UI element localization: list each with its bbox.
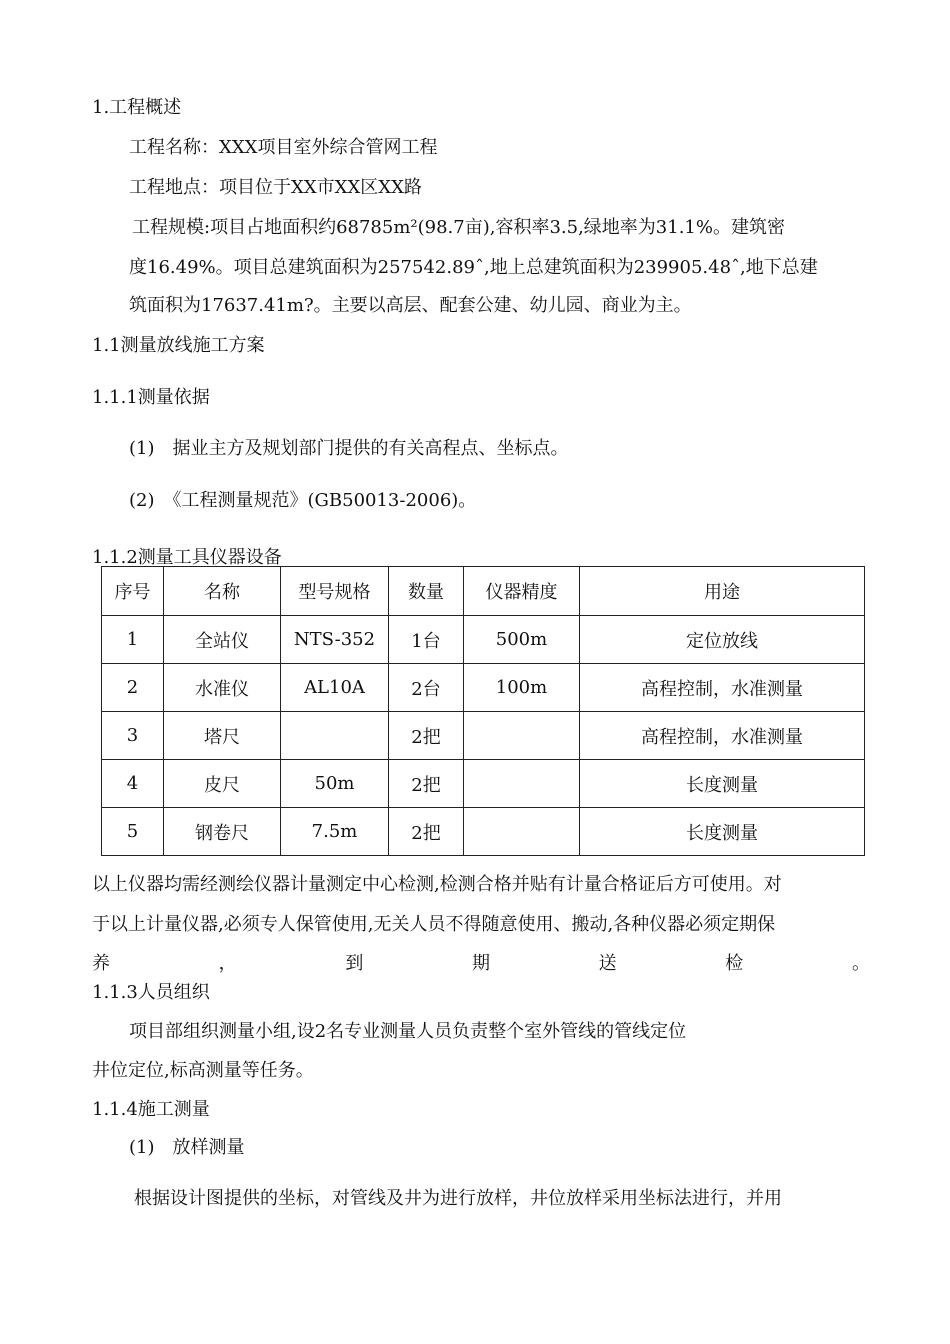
- basis-item-2: (2) 《工程测量规范》(GB50013-2006)。: [129, 490, 477, 511]
- table-header-row: [102, 567, 865, 616]
- org-line-1: 项目部组织测量小组,设2名专业测量人员负责整个室外管线的管线定位: [129, 1021, 687, 1042]
- instrument-note-line-2: 于以上计量仪器,必须专人保管使用,无关人员不得随意使用、搬动,各种仪器必须定期保: [92, 914, 776, 935]
- table-header-cell: 型号规格: [281, 567, 389, 616]
- note-char: 送: [598, 953, 617, 974]
- heading-1-1-4: 1.1.4施工测量: [92, 1099, 210, 1120]
- table-row: [102, 664, 865, 712]
- table-cell: 长度测量: [580, 808, 865, 856]
- table-cell: 2台: [389, 664, 464, 712]
- basis-item-1: (1) 据业主方及规划部门提供的有关高程点、坐标点。: [129, 438, 569, 459]
- table-cell: 4: [102, 760, 164, 808]
- table-cell: AL10A: [281, 664, 389, 712]
- table-cell: 7.5m: [281, 808, 389, 856]
- table-cell: 皮尺: [164, 760, 281, 808]
- table-cell: 2把: [389, 760, 464, 808]
- instrument-note-line-3: [92, 952, 870, 976]
- table-cell: 1台: [389, 616, 464, 664]
- heading-1-1-2: 1.1.2测量工具仪器设备: [92, 547, 282, 568]
- table-cell: [464, 712, 580, 760]
- table-cell: [464, 760, 580, 808]
- table-cell: [464, 808, 580, 856]
- stakeout-text: 根据设计图提供的坐标，对管线及井为进行放样，井位放样采用坐标法进行，并用: [134, 1188, 782, 1209]
- heading-1-1: 1.1测量放线施工方案: [92, 335, 265, 356]
- table-cell: 1: [102, 616, 164, 664]
- table-cell: 钢卷尺: [164, 808, 281, 856]
- table-cell: 2把: [389, 712, 464, 760]
- table-cell: 高程控制，水准测量: [580, 712, 865, 760]
- table-cell: 长度测量: [580, 760, 865, 808]
- project-scale-line-1: 工程规模:项目占地面积约68785m²(98.7亩),容积率3.5,绿地率为31.1%。建筑密: [132, 217, 785, 238]
- heading-1-1-1: 1.1.1测量依据: [92, 387, 210, 408]
- table-cell: 高程控制，水准测量: [580, 664, 865, 712]
- heading-1: 1.工程概述: [92, 97, 182, 118]
- table-cell: 3: [102, 712, 164, 760]
- table-row: [102, 760, 865, 808]
- table-row: [102, 808, 865, 856]
- project-scale-line-3: 筑面积为17637.41m?。主要以高层、配套公建、幼儿园、商业为主。: [129, 295, 692, 316]
- org-line-2: 井位定位,标高测量等任务。: [92, 1060, 314, 1081]
- note-char: 养: [92, 953, 110, 974]
- table-cell: 500m: [464, 616, 580, 664]
- project-name: 工程名称：XXX项目室外综合管网工程: [129, 137, 438, 158]
- project-location: 工程地点：项目位于XX市XX区XX路: [129, 177, 422, 198]
- table-cell: 5: [102, 808, 164, 856]
- table-row: [102, 616, 865, 664]
- table-row: [102, 712, 865, 760]
- table-cell: 全站仪: [164, 616, 281, 664]
- table-header-cell: 名称: [164, 567, 281, 616]
- note-char: 。: [851, 953, 870, 974]
- heading-1-1-3: 1.1.3人员组织: [92, 982, 210, 1003]
- equipment-table: [101, 566, 865, 856]
- note-char: 检: [725, 953, 744, 974]
- table-cell: [281, 712, 389, 760]
- table-cell: 定位放线: [580, 616, 865, 664]
- table-cell: 50m: [281, 760, 389, 808]
- stakeout-title: (1) 放样测量: [129, 1137, 245, 1158]
- table-cell: 100m: [464, 664, 580, 712]
- instrument-note-line-1: 以上仪器均需经测绘仪器计量测定中心检测,检测合格并贴有计量合格证后方可使用。对: [92, 874, 782, 895]
- table-header-cell: 序号: [102, 567, 164, 616]
- table-cell: 塔尺: [164, 712, 281, 760]
- note-char: ，: [218, 953, 237, 974]
- table-header-cell: 用途: [580, 567, 865, 616]
- note-char: 到: [345, 953, 364, 974]
- note-char: 期: [471, 953, 490, 974]
- table-cell: 2把: [389, 808, 464, 856]
- table-cell: 2: [102, 664, 164, 712]
- table-header-cell: 数量: [389, 567, 464, 616]
- table-cell: 水准仪: [164, 664, 281, 712]
- project-scale-line-2: 度16.49%。项目总建筑面积为257542.89ˆ,地上总建筑面积为239905.48ˆ,地下总建: [129, 257, 818, 278]
- table-header-cell: 仪器精度: [464, 567, 580, 616]
- table-cell: NTS-352: [281, 616, 389, 664]
